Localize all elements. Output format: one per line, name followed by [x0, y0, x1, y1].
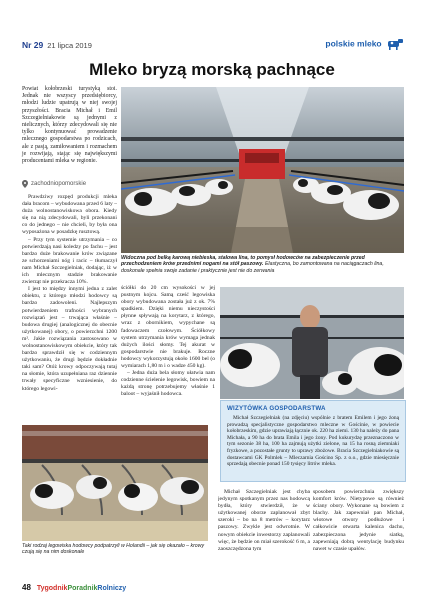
article-column-4 [313, 489, 404, 577]
issue-number: Nr 29 [22, 40, 44, 50]
stalls-photo-caption: Taki rodzaj legowiska hodowcy podpatrzyli w Holandii – jak się okazało – krowy czują się na nim doskonale [22, 543, 205, 556]
col1-paragraph-1: Prawdziwy rozpęd produkcji mleka dała bracom – wybudowana przed 6 laty – duża wolnostanowiskowa obora. Kiedy się na nią zdecydowali, byli przekonani co do jednego – nie chcieli, by była ona wyposażona w posadzkę rusztową. [22, 194, 117, 236]
publication-part-2: Poradnik [67, 585, 98, 592]
stalls-photo [22, 425, 208, 541]
barn-interior-image [121, 87, 404, 253]
box-text [227, 415, 399, 468]
region-name: zachodniopomorskie [31, 181, 87, 187]
farm-info-box [220, 400, 406, 482]
col3-paragraph: Michał Szczegielniak jest chyba jedynym spotkanym przez nas hodowcą bydła, który stwierdził, że w użytkowanej oborze zaplanował zbyt szeroki – bo na 8 metrów – korytarz paszowy. Zwykle jest odwrotnie. W nowym obiekcie inwestorzy zaplanowali więc, że będzie on miał szerokość 6 m, a zaoszczędzona tym [218, 489, 310, 552]
cow-icon [386, 38, 404, 50]
caption-bold: Widoczna pod belką karową niebieska, stalowa lina, to pomysł hodowców na zabezpieczenie przed przechodzeniem krów przednimi nogami na stół paszowy. [121, 255, 365, 268]
publication-part-3: Rolniczy [97, 585, 127, 592]
issue-info [22, 40, 92, 50]
barn-photo-caption [121, 255, 404, 274]
intro-text: Powiat kołobrzeski turystyką stoi. Jednak nie wszyscy przedsiębiorcy, młodzi ludzie upatrują w niej swojej przyszłości. Bracia Michał i Emil Szczegielniakowie są jednymi z nielicznych, którzy zdecydowali się nie tylko kontynuować prowadzenie mlecznego gospodarstwa po rodzicach, ale z pasją, zamiłowaniem i rozmachem je rozwijają, stając się największymi producentami mleka w regionie. [22, 86, 117, 165]
section-name: polskie mleko [325, 38, 382, 49]
page-footer [22, 583, 126, 592]
region-tag [22, 180, 86, 188]
section-brand [325, 38, 404, 50]
col2-paragraph-1: ściółki do 20 cm wysokości w jej pustnym kojcu. Samą cześć legowiska obory wybudowana została już z ok. 7% spadkiem. Dzięki niemu nieczystości płynne spływają na korytarz, z którego, wraz z obornikiem, wypychane są fadowaczem czołowym. Ściółkowy system utrzymania krów wymaga jednak dużych ilości słomy. Tej akurat w gospodarstwie nie brakuje. Roczne hodowcy wykorzystują około 1600 bel (o wymiarach 1,80 m i o wadze 450 kg). [121, 285, 215, 370]
publication-name [37, 585, 126, 592]
cow-stalls-image [22, 425, 208, 541]
col1-paragraph-3: I jest to między innymi jedna z zalet obiektu, z którego młodzi hodowcy są bardzo zadowoleni. Najlepszym potwierdzeniem trafności wybranych rozwiązań jest – trwająca właśnie – budowa drugiej (analogicznej do obecnie użytkowanej) obory, o powierzchni 1200 m². Jakie rozwiązania zastosowano w wolnostanowiskowym obiekcie, który tak bardzo sprawdził się w codziennym użytkowaniu, że drugi będzie dokładnie taki sam? Otóż krowy odpoczywają tutaj na słomie, która uzupełniana raz dziennie trwały specyficzne wzniesienie, do którego legowi- [22, 286, 117, 392]
article-column-1 [22, 194, 117, 454]
issue-date: 21 lipca 2019 [47, 41, 92, 50]
article-intro [22, 86, 117, 165]
farmer-photo [220, 287, 404, 399]
article-column-3 [218, 489, 310, 577]
col2-paragraph-2: – Jedna duża bela słomy ułatwia nam codzienne ścielenie legowisk, bowiem na każdą stronę potrzebujemy właśnie 1 baloot – wyjaśnił hodowca. [121, 370, 215, 398]
caption-rest: Elastyczna, bo zamontowana na naciągaczach lina, doskonale spełnia swoje zadanie i praktycznie jest nie do zerwania [121, 261, 384, 274]
col4-paragraph: sposobem powierzchnia zwiększy komfort krów. Nietypowe są również ściany obory. Wykonane są bowiem z blachy. Jak zapewniał pan Michał, włotowe otwory podłużowe i całkowicie otwarta kalenica dachu, zabezpieczona jedynie siatką, zapewniają dobrą wentylację budynku nawet w czasie upałów. [313, 489, 404, 552]
publication-part-1: Tygodnik [36, 585, 68, 592]
box-title: WIZYTÓWKA GOSPODARSTWA [227, 405, 326, 412]
col1-paragraph-2: – Przy tym systemie utrzymania – co potwierdzają nasi koledzy po fachu – jest bardzo duże brakowanie krów związane ze schorzeniami nóg i racic – tłumaczył nam Michał Szczegielniak, dodając, iż w ich mlecznym stadzie brakowanie zwierząt nie przekracza 10%. [22, 236, 117, 286]
location-pin-icon [22, 180, 28, 188]
barn-photo [121, 87, 404, 253]
farmer-with-cows-image [220, 287, 404, 399]
page-number: 48 [22, 583, 31, 592]
article-title: Mleko bryzą morską pachnące [89, 60, 335, 79]
page-header [22, 38, 404, 52]
box-paragraph: Michał Szczegielniak (na zdjęciu) wspólnie z bratem Emilem i jego żoną prowadzą specjalistyczne gospodarstwo mleczne w Gościnie, w powiecie kołobrzeskim, gdzie uprawiają łącznie ok. 220 ha ziemi. 130 ha należy do pana Michała, a 90 ha do brata Emila i jego żony. Pod kukurydzę przeznaczono w tym sezonie 38 ha, 100 ha zajmują użytki zielone, na 15 ha rosną ziemniaki fryzkowe, a pozostałe grunty to uprawy zbożowe. Bracia Szczegielniakowie są dostawcami GK Polmlek – Mleczarnia Gościno Sp. z o.o., gdzie miesięcznie sprzedają obecnie ponad 150 tysięcy litrów mleka. [227, 415, 399, 468]
